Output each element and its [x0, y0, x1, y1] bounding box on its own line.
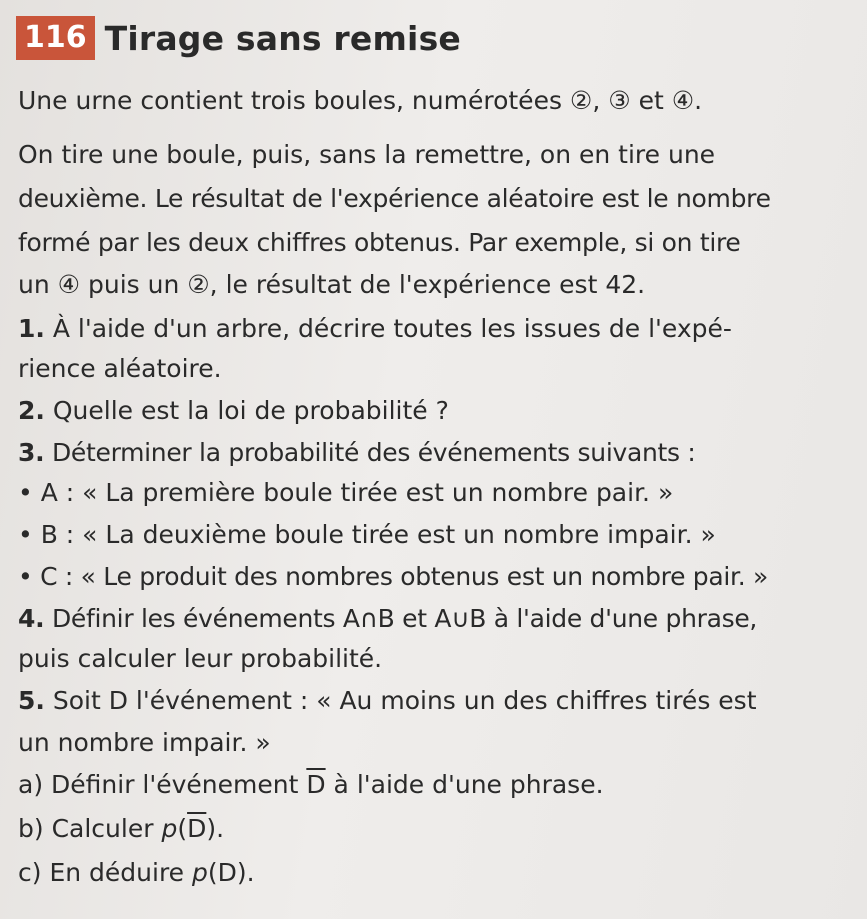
question-5a [18, 772, 604, 797]
exercise-title: Tirage sans remise [104, 18, 461, 58]
question-5b [18, 816, 224, 841]
question-5-line-2: un nombre impair. » [18, 728, 271, 757]
exercise-number-badge: 116 [16, 16, 95, 60]
question-5c-prefix: c) En déduire [18, 858, 192, 887]
intro-line-3: deuxième. Le résultat de l'expérience aléatoire est le nombre [18, 184, 771, 213]
probability-symbol: p [161, 814, 178, 843]
question-3 [18, 440, 696, 465]
question-5c [18, 860, 255, 885]
question-1-line-2: rience aléatoire. [18, 354, 222, 383]
probability-symbol-c: p [192, 858, 208, 887]
question-4-line-1 [18, 606, 757, 631]
question-2 [18, 398, 449, 423]
question-4-text: Définir les événements A∩B et A∪B à l'aide d'une phrase, [51, 604, 758, 633]
question-1-text: À l'aide d'un arbre, décrire toutes les issues de l'expé- [52, 314, 732, 343]
question-2-text: Quelle est la loi de probabilité ? [52, 396, 449, 425]
exercise-header [16, 16, 461, 60]
question-5b-prefix: b) Calculer [18, 814, 162, 843]
question-5a-suffix: à l'aide d'une phrase. [325, 770, 604, 799]
question-5-number: 5. [18, 686, 45, 715]
question-1-number: 1. [18, 314, 45, 343]
event-d-complement: $\overline{D}$ [306, 770, 326, 799]
question-4-number: 4. [18, 604, 45, 633]
question-5c-suffix: (D). [207, 858, 255, 887]
question-2-number: 2. [18, 396, 45, 425]
question-3-text: Déterminer la probabilité des événements suivants : [51, 438, 696, 467]
intro-line-1: Une urne contient trois boules, numérotées ②, ③ et ④. [18, 86, 703, 115]
event-a: • A : « La première boule tirée est un nombre pair. » [18, 478, 674, 507]
intro-line-2: On tire une boule, puis, sans la remettre, on en tire une [18, 140, 716, 169]
intro-line-4: formé par les deux chiffres obtenus. Par exemple, si on tire [18, 228, 741, 257]
question-5a-prefix: a) Définir l'événement [18, 770, 307, 799]
paren-close: ). [206, 814, 225, 843]
intro-line-5: un ④ puis un ②, le résultat de l'expérience est 42. [18, 270, 646, 299]
paren-open: ( [177, 814, 188, 843]
question-5-line-1 [18, 688, 757, 713]
event-d-complement-prob: $\overline{D}$ [187, 814, 207, 843]
event-c: • C : « Le produit des nombres obtenus est un nombre pair. » [18, 562, 769, 591]
question-5-text: Soit D l'événement : « Au moins un des chiffres tirés est [52, 686, 757, 715]
question-1-line-1 [18, 316, 732, 341]
question-3-number: 3. [18, 438, 45, 467]
question-4-line-2: puis calculer leur probabilité. [18, 644, 383, 673]
event-b: • B : « La deuxième boule tirée est un nombre impair. » [18, 520, 716, 549]
